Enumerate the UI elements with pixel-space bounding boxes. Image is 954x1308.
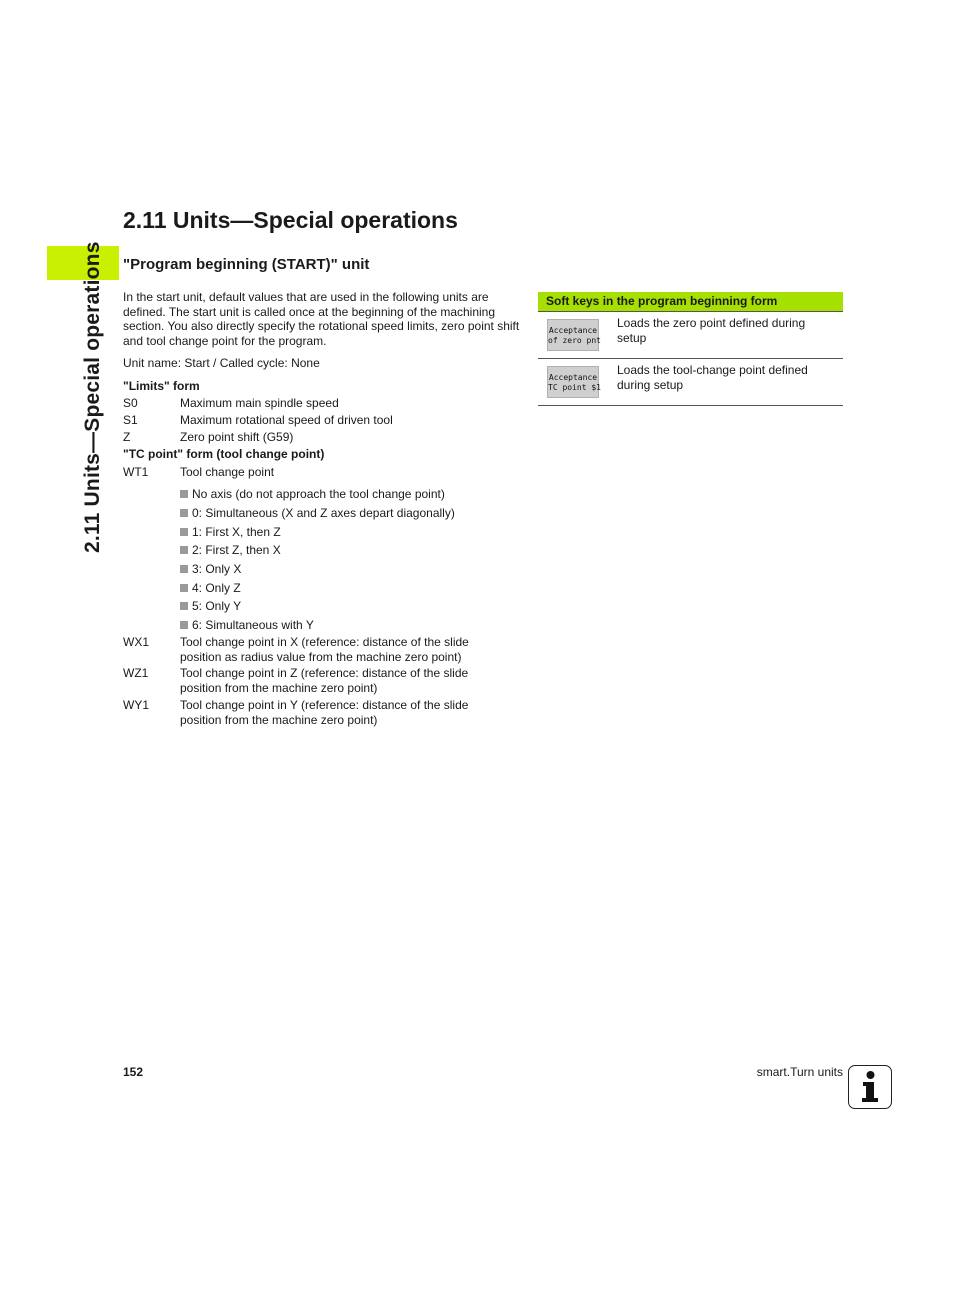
list-item: No axis (do not approach the tool change point) — [180, 487, 445, 501]
square-bullet-icon — [180, 621, 188, 629]
param-desc-z: Zero point shift (G59) — [180, 430, 294, 444]
param-desc-wy1: Tool change point in Y (reference: distance of the slide position from the machine zero point) — [180, 698, 469, 727]
tc-form-heading: "TC point" form (tool change point) — [123, 447, 325, 461]
list-item: 5: Only Y — [180, 599, 241, 613]
list-item: 6: Simultaneous with Y — [180, 618, 314, 632]
section-title: 2.11 Units—Special operations — [123, 207, 458, 233]
softkey-table — [538, 292, 843, 406]
param-code-s1: S1 — [123, 413, 138, 427]
unit-name-line: Unit name: Start / Called cycle: None — [123, 356, 320, 370]
param-desc-s1: Maximum rotational speed of driven tool — [180, 413, 393, 427]
list-item: 1: First X, then Z — [180, 525, 281, 539]
param-code-wx1: WX1 — [123, 635, 150, 649]
param-desc-wt1: Tool change point — [180, 465, 275, 479]
square-bullet-icon — [180, 602, 188, 610]
list-item: 0: Simultaneous (X and Z axes depart diagonally) — [180, 506, 455, 520]
limits-form-heading: "Limits" form — [123, 379, 200, 393]
square-bullet-icon — [180, 528, 188, 536]
param-desc-s0: Maximum main spindle speed — [180, 396, 339, 410]
footer-chapter-label: smart.Turn units — [756, 1065, 843, 1079]
param-desc-wx1: Tool change point in X (reference: distance of the slide position as radius value from the machine zero point) — [180, 635, 469, 664]
square-bullet-icon — [180, 565, 188, 573]
softkey-description: Loads the zero point defined during setup — [617, 316, 806, 345]
param-desc-wz1: Tool change point in Z (reference: distance of the slide position from the machine zero point) — [180, 666, 469, 695]
page-number: 152 — [123, 1065, 144, 1079]
list-item: 4: Only Z — [180, 581, 241, 595]
param-code-wy1: WY1 — [123, 698, 150, 712]
accept-zero-point-softkey[interactable]: Acceptance of zero pnt — [547, 319, 599, 351]
param-code-wt1: WT1 — [123, 465, 149, 479]
param-code-wz1: WZ1 — [123, 666, 149, 680]
side-tab-title: 2.11 Units—Special operations — [81, 241, 104, 553]
list-item: 3: Only X — [180, 562, 241, 576]
info-icon-glyph — [849, 1066, 890, 1107]
info-icon — [848, 1065, 892, 1109]
list-item: 2: First Z, then X — [180, 543, 281, 557]
softkey-table-header: Soft keys in the program beginning form — [538, 292, 843, 311]
square-bullet-icon — [180, 546, 188, 554]
softkey-description: Loads the tool-change point defined during setup — [617, 363, 808, 392]
intro-paragraph: In the start unit, default values that are used in the following units are defined. The start unit is called once at the beginning of the machining section. You also directly specify the rotational speed limits, zero point shift and tool change point for the program. — [123, 290, 520, 348]
table-row — [538, 311, 843, 359]
param-code-s0: S0 — [123, 396, 138, 410]
square-bullet-icon — [180, 490, 188, 498]
subsection-title: "Program beginning (START)" unit — [123, 256, 370, 273]
square-bullet-icon — [180, 509, 188, 517]
table-row — [538, 359, 843, 406]
square-bullet-icon — [180, 584, 188, 592]
accept-tc-point-softkey[interactable]: Acceptance TC point $1 — [547, 366, 599, 398]
param-code-z: Z — [123, 430, 131, 444]
